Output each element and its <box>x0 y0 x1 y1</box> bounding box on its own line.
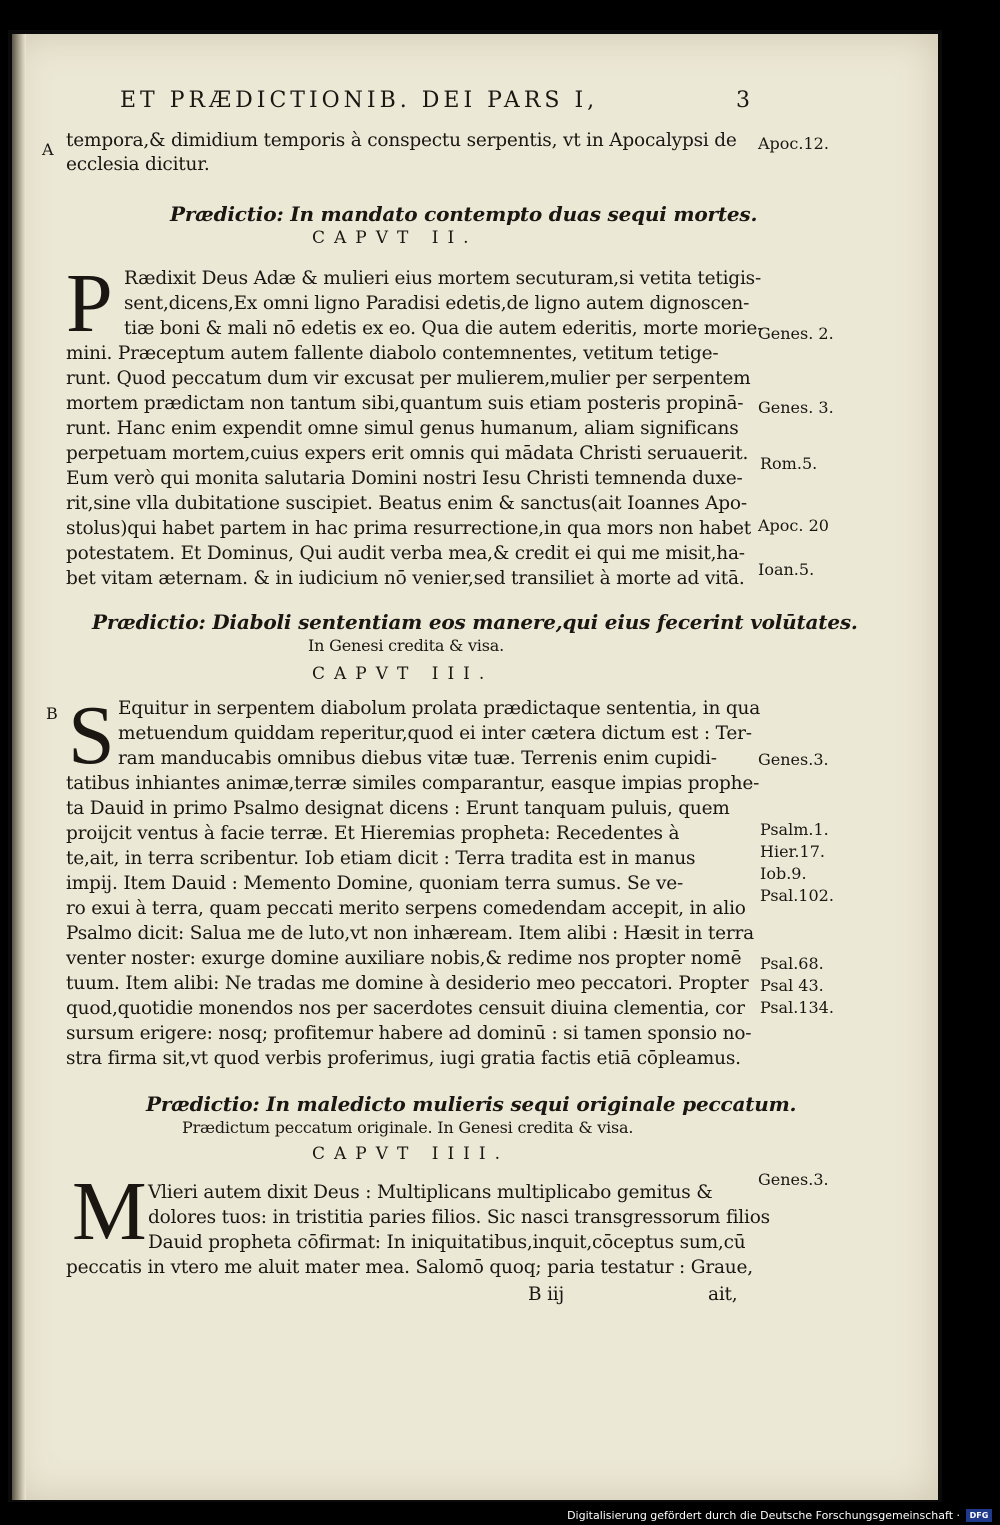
side-letter-a: A <box>42 140 54 159</box>
chapter-3-line: stra firma sit,vt quod verbis proferimus, iugi gratia factis etiā cōpleamus. <box>66 1048 741 1069</box>
chapter-2-caput: CAPVT II. <box>312 228 478 248</box>
chapter-3-line: Psalmo dicit: Salua me de luto,vt non inhæream. Item alibi : Hæsit in terra <box>66 923 754 944</box>
chapter-4-line: dolores tuos: in tristitia paries filios. Sic nasci transgressorum filios <box>148 1207 770 1228</box>
margin-note: Psal.134. <box>760 998 834 1017</box>
chapter-2-line: tiæ boni & mali nō edetis ex eo. Qua die autem ederitis, morte morie- <box>124 318 764 339</box>
side-letter-b: B <box>46 704 58 723</box>
page-number: 3 <box>736 88 754 113</box>
chapter-4-line: peccatis in vtero me aluit mater mea. Salomō quoq; paria testatur : Graue, <box>66 1257 753 1278</box>
dfg-logo-icon: DFG <box>966 1509 992 1522</box>
chapter-3-line: venter noster: exurge domine auxiliare nobis,& redime nos propter nomē <box>66 948 742 969</box>
chapter-3-line: ta Dauid in primo Psalmo designat dicens : Erunt tanquam puluis, quem <box>66 798 730 819</box>
chapter-3-heading: Prædictio: Diaboli sententiam eos manere,qui eius fecerint volūtates. <box>92 610 858 634</box>
chapter-3-line: Equitur in serpentem diabolum prolata prædictaque sententia, in qua <box>118 698 761 719</box>
catchword: ait, <box>708 1284 738 1305</box>
chapter-2-line: Rædixit Deus Adæ & mulieri eius mortem secuturam,si vetita tetigis- <box>124 268 762 289</box>
chapter-4-subheading: Prædictum peccatum originale. In Genesi credita & visa. <box>182 1118 634 1137</box>
chapter-2-line: mortem prædictam non tantum sibi,quantum suis etiam posteris propinā- <box>66 393 744 414</box>
chapter-2-line: mini. Præceptum autem fallente diabolo contemnentes, vetitum tetige- <box>66 343 719 364</box>
chapter-2-line: runt. Quod peccatum dum vir excusat per mulierem,mulier per serpentem <box>66 368 751 389</box>
margin-note: Psal.102. <box>760 886 834 905</box>
chapter-3-line: tatibus inhiantes animæ,terræ similes comparantur, easque impias prophe- <box>66 773 760 794</box>
margin-note: Apoc. 20 <box>758 516 829 535</box>
book-page <box>12 34 938 1500</box>
chapter-2-line: perpetuam mortem,cuius expers erit omnis qui mādata Christi seruauerit. <box>66 443 749 464</box>
chapter-4-line: Vlieri autem dixit Deus : Multiplicans multiplicabo gemitus & <box>148 1182 713 1203</box>
margin-note: Hier.17. <box>760 842 825 861</box>
chapter-3-line: tuum. Item alibi: Ne tradas me domine à desiderio meo peccatori. Propter <box>66 973 749 994</box>
chapter-2-line: stolus)qui habet partem in hac prima resurrectione,in qua mors non habet <box>66 518 752 539</box>
chapter-2-line: rit,sine vlla dubitatione suscipiet. Beatus enim & sanctus(ait Ioannes Apo- <box>66 493 747 514</box>
chapter-3-subheading: In Genesi credita & visa. <box>308 636 504 655</box>
chapter-3-line: quod,quotidie monendos nos per sacerdotes censuit diuina clementia, cor <box>66 998 745 1019</box>
margin-note: Psalm.1. <box>760 820 829 839</box>
margin-note: Psal.68. <box>760 954 824 973</box>
chapter-2-line: Eum verò qui monita salutaria Domini nostri Iesu Christi temnenda duxe- <box>66 468 743 489</box>
chapter-3-line: impij. Item Dauid : Memento Domine, quoniam terra sumus. Se ve- <box>66 873 683 894</box>
margin-note: Rom.5. <box>760 454 818 473</box>
margin-note: Ioan.5. <box>758 560 815 579</box>
chapter-2-line: bet vitam æternam. & in iudicium nō venier,sed transiliet à morte ad vitā. <box>66 568 745 589</box>
digitization-credit <box>567 1507 992 1523</box>
chapter-3-line: sursum erigere: nosq; profitemur habere ad dominū : si tamen sponsio no- <box>66 1023 752 1044</box>
chapter-3-dropcap: S <box>68 689 115 782</box>
chapter-4-line: Dauid propheta cōfirmat: In iniquitatibus,inquit,cōceptus sum,cū <box>148 1232 746 1253</box>
chapter-3-line: proijcit ventus à facie terræ. Et Hieremias propheta: Recedentes à <box>66 823 680 844</box>
chapter-3-line: ram manducabis omnibus diebus vitæ tuæ. Terrenis enim cupidi- <box>118 748 717 769</box>
chapter-3-line: te,ait, in terra scribentur. Iob etiam dicit : Terra tradita est in manus <box>66 848 696 869</box>
chapter-4-dropcap: M <box>72 1165 147 1258</box>
chapter-2-line: runt. Hanc enim expendit omne simul genus humanum, aliam significans <box>66 418 739 439</box>
chapter-3-line: ro exui à terra, quam peccati merito serpens comedendam accepit, in alio <box>66 898 746 919</box>
chapter-4-caput: CAPVT IIII. <box>312 1144 510 1164</box>
chapter-2-line: sent,dicens,Ex omni ligno Paradisi edetis,de ligno autem dignoscen- <box>124 293 750 314</box>
page-spine <box>12 34 26 1500</box>
margin-note: Genes.3. <box>758 750 829 769</box>
intro-line: ecclesia dicitur. <box>66 154 210 175</box>
margin-note: Iob.9. <box>760 864 807 883</box>
chapter-2-heading: Prædictio: In mandato contempto duas sequi mortes. <box>170 202 758 226</box>
credit-text: Digitalisierung gefördert durch die Deutsche Forschungsgemeinschaft · <box>567 1508 960 1522</box>
margin-note: Genes. 3. <box>758 398 834 417</box>
margin-note: Genes. 2. <box>758 324 834 343</box>
signature-mark: B iij <box>528 1284 565 1305</box>
margin-note: Psal 43. <box>760 976 824 995</box>
chapter-3-caput: CAPVT III. <box>312 664 494 684</box>
intro-line: tempora,& dimidium temporis à conspectu serpentis, vt in Apocalypsi de <box>66 130 737 151</box>
running-title: ET PRÆDICTIONIB. DEI PARS I, <box>120 88 599 113</box>
chapter-2-dropcap: P <box>66 257 113 350</box>
chapter-3-line: metuendum quiddam reperitur,quod ei inter cætera dictum est : Ter- <box>118 723 752 744</box>
margin-note: Apoc.12. <box>758 134 829 153</box>
margin-note: Genes.3. <box>758 1170 829 1189</box>
chapter-4-heading: Prædictio: In maledicto mulieris sequi originale peccatum. <box>146 1092 797 1116</box>
chapter-2-line: potestatem. Et Dominus, Qui audit verba mea,& credit ei qui me misit,ha- <box>66 543 745 564</box>
